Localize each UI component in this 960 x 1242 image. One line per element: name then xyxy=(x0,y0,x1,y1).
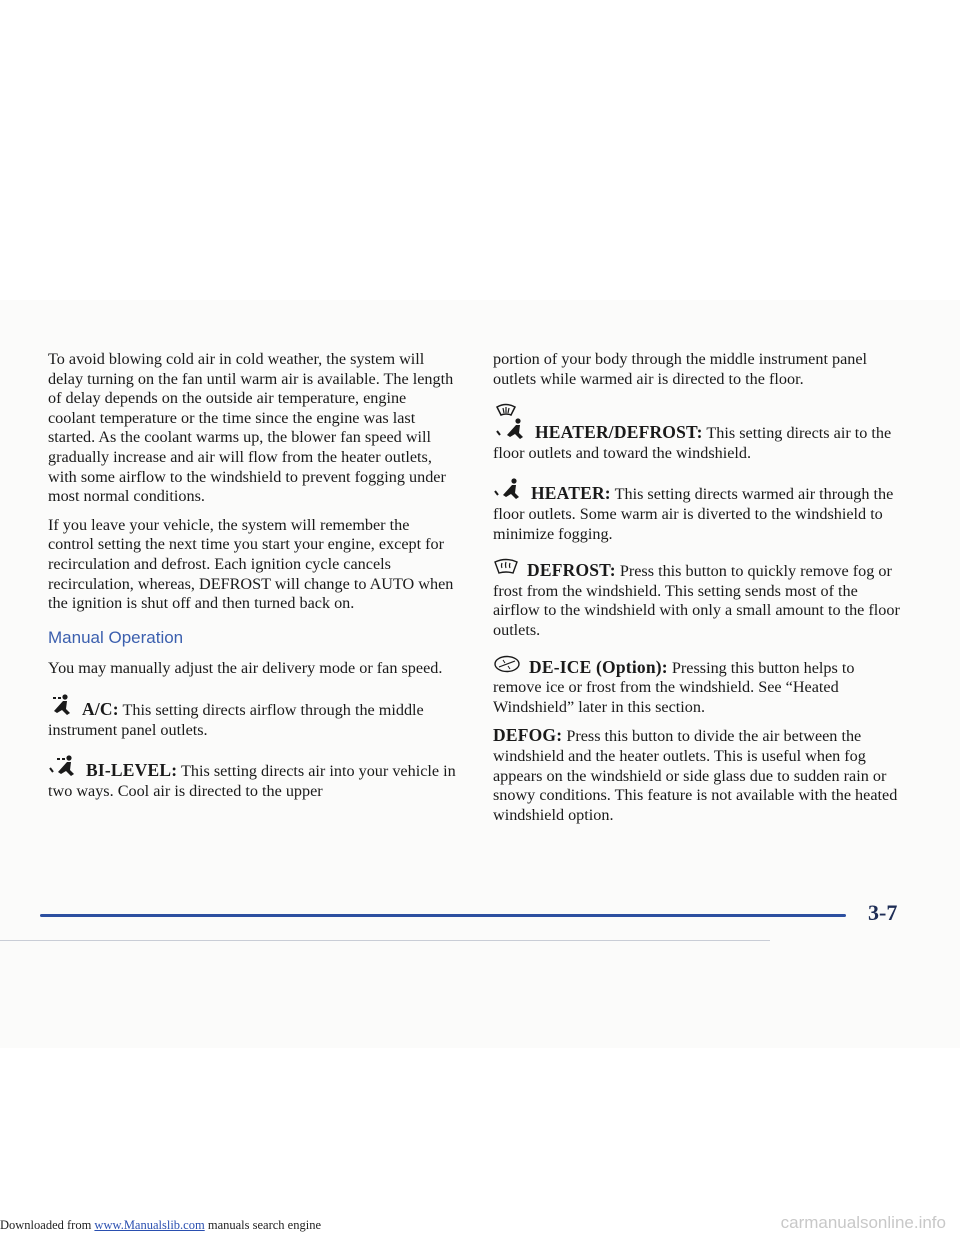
footer-suffix: manuals search engine xyxy=(204,1218,321,1232)
download-footer xyxy=(0,1218,321,1233)
heater-defrost-icon xyxy=(493,403,527,441)
item-heater xyxy=(493,477,907,544)
bilevel-airflow-icon xyxy=(48,754,78,778)
text-heater: This setting directs warmed air through the floor outlets. Some warm air is diverted to the windshield to minimize fogging. xyxy=(493,485,894,543)
paragraph-bilevel-cont: portion of your body through the middle instrument panel outlets while warmed air is directed to the floor. xyxy=(493,350,868,388)
item-deice xyxy=(493,655,907,718)
manual-page xyxy=(0,300,960,1048)
footer-thin-rule xyxy=(0,940,770,941)
left-column xyxy=(48,350,456,810)
item-defog xyxy=(493,726,907,825)
page-number: 3-7 xyxy=(868,900,898,925)
section-heading: Manual Operation xyxy=(48,627,184,647)
text-heater-defrost: This setting directs air to the floor outlets and toward the windshield. xyxy=(493,424,892,462)
text-ac: This setting directs airflow through the middle instrument panel outlets. xyxy=(48,700,424,739)
term-deice: DE-ICE (Option): xyxy=(529,656,668,677)
text-defog: Press this button to divide the air between the windshield and the heater outlets. This is useful when fog appears on the windshield or side glass due to sudden rain or snowy conditions. This feature is not available with the heated windshield option. xyxy=(493,727,898,824)
item-bilevel xyxy=(48,754,456,801)
heater-floor-icon xyxy=(493,477,523,501)
windshield-defrost-icon xyxy=(493,558,519,576)
paragraph-delay: To avoid blowing cold air in cold weather, the system will delay turning on the fan until warm air is available. The length of delay depends on the outside air temperature, engine coolant temperature or the time since the engine was last started. As the coolant warms up, the blower fan speed will gradually increase and air will flow from the heater outlets, with some airflow to the windshield to prevent fogging under most normal conditions. xyxy=(48,350,454,506)
paragraph-manual: You may manually adjust the air delivery mode or fan speed. xyxy=(48,659,443,678)
term-bilevel: BI-LEVEL: xyxy=(86,760,178,781)
item-ac xyxy=(48,693,456,740)
footer-rule xyxy=(40,914,846,917)
term-defrost: DEFROST: xyxy=(527,560,616,581)
watermark: carmanualsonline.info xyxy=(780,1213,946,1232)
right-column xyxy=(493,350,907,834)
deice-icon xyxy=(493,655,521,673)
term-heater-defrost: HEATER/DEFROST: xyxy=(535,422,703,443)
text-defrost: Press this button to quickly remove fog or frost from the windshield. This setting sends most of the airflow to the windshield with only a small amount to the floor outlets. xyxy=(493,562,900,639)
item-defrost xyxy=(493,558,907,640)
paragraph-memory: If you leave your vehicle, the system will remember the control setting the next time you start your engine, except for recirculation and defrost. Each ignition cycle cancels recirculation, whereas, DEFROST will change to AUTO when the ignition is shut off and then turned back on. xyxy=(48,515,454,613)
term-heater: HEATER: xyxy=(531,483,611,504)
term-ac: A/C: xyxy=(82,698,119,719)
item-heater-defrost xyxy=(493,403,907,463)
text-deice: Pressing this button helps to remove ice or frost from the windshield. See “Heated Windshield” later in this section. xyxy=(493,658,855,716)
vent-person-icon xyxy=(48,693,74,717)
footer-prefix: Downloaded from xyxy=(0,1218,95,1232)
manualslib-link[interactable]: www.Manualslib.com xyxy=(94,1218,205,1232)
text-bilevel: This setting directs air into your vehicle in two ways. Cool air is directed to the upper xyxy=(48,762,456,800)
term-defog: DEFOG: xyxy=(493,725,563,746)
